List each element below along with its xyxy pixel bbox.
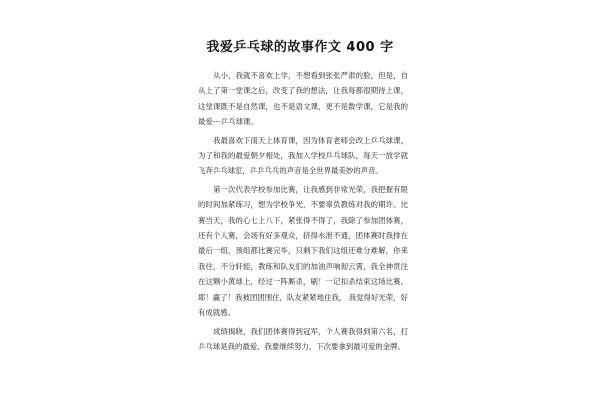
paragraph-3: 第一次代表学校参加比赛，让我感到非常光荣，我把握有限的时间加紧练习，想为学校争光，不要辜负教练对我的期许。比赛当天，我的心七上八下，紧张得不得了，我除了参加团体赛，还有个人赛，会场有好多观众，挤得水泄不通，团体赛时我排在最后一组，预组都比赛完毕，只剩下我们这组还难分难解，你来我往，不分轩轾，教练和队友们的加油声响彻云霄，我全神贯注在这颗小黄球上，经过一阵厮杀，刷！一记扣杀结束这场比赛，耶！赢了！我被团团围住，队友紧紧地住我， 我觉得好光荣，好有成就感。 bbox=[198, 184, 408, 318]
document-body bbox=[198, 68, 408, 357]
paragraph-2: 我最喜欢下雨天上体育课，因为体育老师会改上乒乓球课。为了和我的最爱朝夕相处，我加入学校乒乓球队，每天一放学就飞奔乒乓球室，乒乒乓乓的声音是全世界最美妙的声音。 bbox=[198, 135, 408, 176]
paragraph-1: 从小，我就不喜欢上学，不想看到张张严肃的脸，但是，自从上了第一堂课之后，改变了我的想法，让我每都很期待上课，这堂课既不是自然课，也不是语文课，更不是数学课，它是我的最爱---乒乓球课。 bbox=[198, 71, 408, 127]
paragraph-4: 成绩揭晓，我们团体赛得到冠军，个人赛我得到第六名，打乒乓球是我的最爱，我要继续努力，下次要拿到最可爱的金牌。 bbox=[198, 326, 408, 351]
document-title: 我爱乒乓球的故事作文 400 字 bbox=[206, 40, 394, 55]
